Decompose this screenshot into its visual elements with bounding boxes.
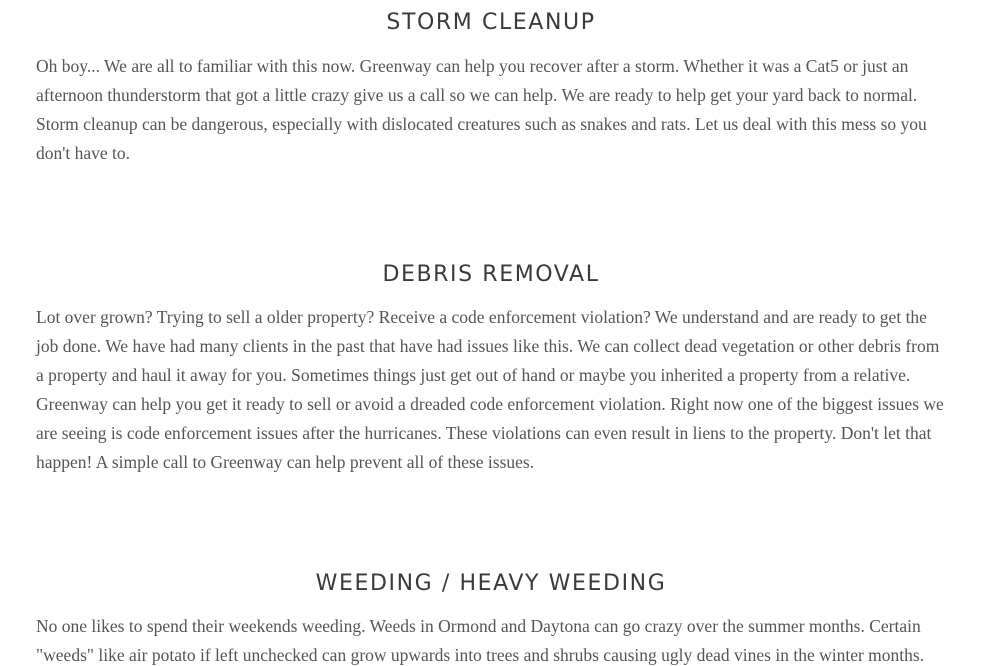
section-body: Oh boy... We are all to familiar with this now. Greenway can help you recover after a storm. Whether it was a Cat5 or just an afternoon thunderstorm that got a little crazy give us a call so we can help. We are ready to help get your yard back to normal. Storm cleanup can be dangerous, especially with dislocated creatures such as snakes and rats. Let us deal with this mess so you don't have to. <box>36 56 927 163</box>
section-body: No one likes to spend their weekends weeding. Weeds in Ormond and Daytona can go crazy over the summer months. Certain "weeds" like air potato if left unchecked can grow upwards into trees and shrubs causing ugly dead vines in the winter months. <box>36 616 925 665</box>
section-body: Lot over grown? Trying to sell a older property? Receive a code enforcement violation? We understand and are ready to get the job done. We have had many clients in the past that have had issues like this. We can collect dead vegetation or other debris from a property and haul it away for you. Sometimes things just get out of hand or maybe you inherited a property from a relative. Greenway can help you get it ready to sell or avoid a dreaded code enforcement violation. Right now one of the biggest issues we are seeing is code enforcement issues after the hurricanes. These violations can even result in liens to the property. Don't let that happen! A simple call to Greenway can help prevent all of these issues. <box>36 307 944 472</box>
debris-removal-section <box>36 260 946 477</box>
section-heading: STORM CLEANUP <box>386 10 596 35</box>
storm-cleanup-section <box>36 8 946 168</box>
section-heading: WEEDING / HEAVY WEEDING <box>315 571 667 596</box>
weeding-section <box>36 569 946 666</box>
section-heading: DEBRIS REMOVAL <box>382 262 600 287</box>
